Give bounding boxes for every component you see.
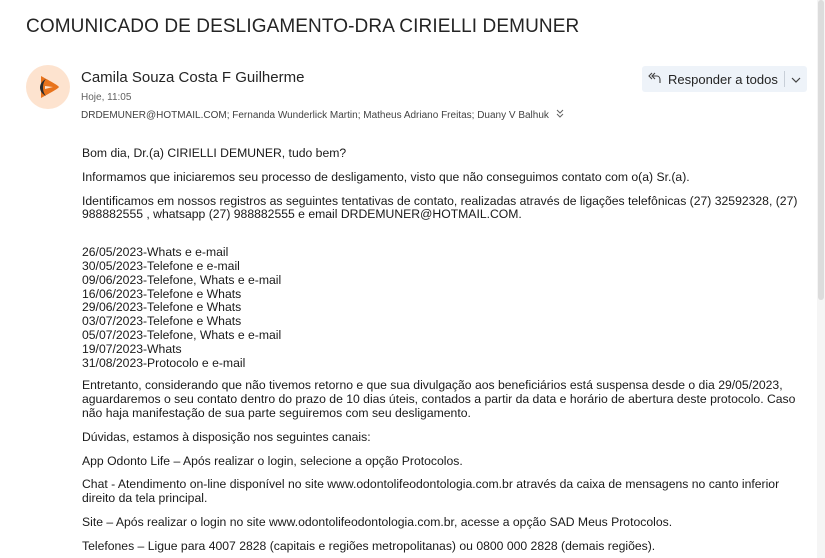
app-channel: App Odonto Life – Após realizar o login, selecione a opção Protocolos. [82, 453, 463, 468]
list-item: 31/08/2023-Protocolo e e-mail [82, 355, 246, 370]
reply-all-button[interactable] [642, 66, 784, 92]
chat-channel [82, 478, 804, 506]
reply-options-dropdown[interactable] [785, 66, 807, 92]
list-item: 03/07/2023-Telefone e Whats [82, 314, 242, 329]
recipients-list: DRDEMUNER@HOTMAIL.COM; Fernanda Wunderlick Martin; Matheus Adriano Freitas; Duany V Balhuk [81, 110, 549, 121]
sent-date: Hoje, 11:05 [81, 92, 132, 103]
recipients-line[interactable] [81, 109, 564, 121]
email-subject: COMUNICADO DE DESLIGAMENTO-DRA CIRIELLI DEMUNER [26, 16, 580, 37]
reply-all-icon [648, 71, 668, 88]
site-channel [82, 516, 804, 530]
site-text-start: Site – Após realizar o login no site [82, 514, 269, 529]
chat-text-start: Chat - Atendimento on-line disponível no site [82, 477, 328, 492]
list-item: 19/07/2023-Whats [82, 341, 182, 356]
list-item: 29/06/2023-Telefone e Whats [82, 300, 242, 315]
list-item: 16/06/2023-Telefone e Whats [82, 286, 242, 301]
contact-attempts-list [82, 246, 804, 370]
site-text-end: , acesse a opção SAD Meus Protocolos. [453, 514, 673, 529]
sender-name[interactable]: Camila Souza Costa F Guilherme [81, 69, 305, 86]
sender-avatar[interactable] [26, 65, 70, 109]
notice-paragraph: Entretanto, considerando que não tivemos retorno e que sua divulgação aos beneficiários está suspensa desde o dia 29/05/2023, aguardaremos o seu contato dentro do prazo de 10 dias úteis, contados a partir da data e horário de abertura deste protocolo. Caso não haja manifestação de sua parte seguiremos com seu desligamento. [82, 378, 796, 420]
phone-channel: Telefones – Ligue para 4007 2828 (capitais e regiões metropolitanas) ou 0800 000 2828 (demais regiões). [82, 538, 656, 553]
list-item: 26/05/2023-Whats e e-mail [82, 245, 229, 260]
list-item: 09/06/2023-Telefone, Whats e e-mail [82, 272, 282, 287]
intro-paragraph: Informamos que iniciaremos seu processo de desligamento, visto que não conseguimos contato com o(a) Sr.(a). [82, 169, 690, 184]
reply-all-label: Responder a todos [668, 71, 778, 87]
greeting: Bom dia, Dr.(a) CIRIELLI DEMUNER, tudo bem? [82, 146, 347, 160]
site-link[interactable]: www.odontolifeodontologia.com.br [327, 477, 513, 492]
list-item: 30/05/2023-Telefone e e-mail [82, 258, 240, 273]
reply-all-split-button [642, 66, 807, 92]
chevron-double-down-icon[interactable] [556, 110, 564, 120]
email-body [82, 147, 804, 554]
odonto-life-logo-icon [26, 65, 70, 109]
scrollbar-thumb[interactable] [818, 0, 824, 300]
chevron-down-icon [791, 70, 801, 88]
doubts-paragraph: Dúvidas, estamos à disposição nos seguintes canais: [82, 429, 371, 444]
site-link[interactable]: www.odontolifeodontologia.com.br [268, 514, 454, 529]
chat-text-end: através da caixa de mensagens no canto inferior direito da tela principal. [82, 477, 780, 506]
list-item: 05/07/2023-Telefone, Whats e e-mail [82, 327, 282, 342]
scrollbar-track[interactable] [817, 0, 825, 558]
contact-attempts-paragraph: Identificamos em nossos registros as seguintes tentativas de contato, realizadas através de ligações telefônicas (27) 32592328, (27) 988882555 , whatsapp (27) 988882555 e email DRDEMUNER@HOTMAIL.COM. [82, 193, 798, 222]
